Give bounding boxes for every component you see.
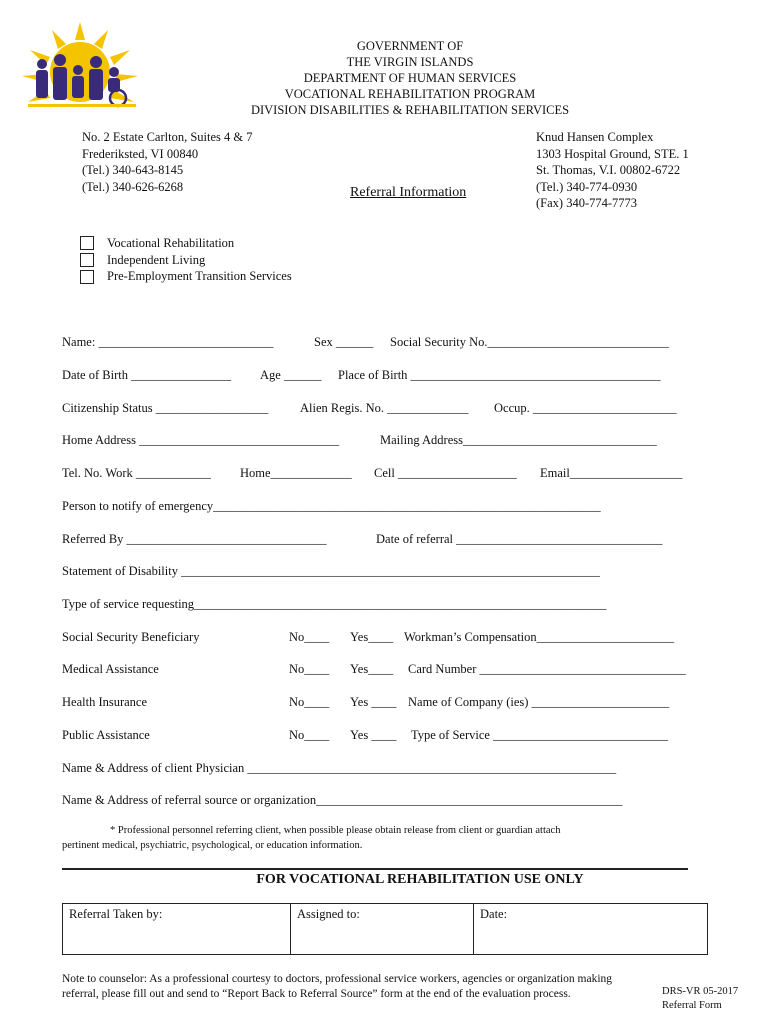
- emergency-contact-field[interactable]: Person to notify of emergency______________________________________________________________: [62, 499, 601, 513]
- address-line: (Fax) 340-774-7773: [536, 196, 638, 210]
- counselor-note-line: Note to counselor: As a professional courtesy to doctors, professional service workers, agencies or organization making: [62, 973, 613, 985]
- service-requested-field[interactable]: Type of service requesting__________________________________________________________________: [62, 597, 607, 611]
- vocational-rehab-checkbox[interactable]: [80, 236, 94, 250]
- address-line: Knud Hansen Complex: [536, 130, 654, 144]
- place-of-birth-field[interactable]: Place of Birth ________________________________________: [338, 368, 661, 382]
- benefit-detail-field[interactable]: Type of Service ____________________________: [411, 728, 669, 742]
- office-use-table: [62, 903, 708, 955]
- home-address-field[interactable]: Home Address ________________________________: [62, 433, 340, 447]
- note-line: * Professional personnel referring client, when possible please obtain release from client or guardian attach: [110, 825, 561, 836]
- date-of-referral-field[interactable]: Date of referral _________________________________: [376, 532, 663, 546]
- section-divider: [62, 868, 688, 870]
- age-field[interactable]: Age ______: [260, 368, 322, 382]
- benefit-no-field[interactable]: No____: [289, 695, 330, 709]
- benefit-no-field[interactable]: No____: [289, 662, 330, 676]
- program-label: Pre-Employment Transition Services: [107, 269, 292, 283]
- agency-header: [0, 38, 770, 118]
- referred-by-field[interactable]: Referred By ________________________________: [62, 532, 327, 546]
- referral-taken-by-cell[interactable]: Referral Taken by:: [63, 904, 291, 955]
- st-croix-address: [82, 129, 252, 195]
- program-label: Vocational Rehabilitation: [107, 236, 235, 250]
- header-line-1: GOVERNMENT OF: [356, 39, 464, 53]
- email-field[interactable]: Email__________________: [540, 466, 683, 480]
- occupation-field[interactable]: Occup. _______________________: [494, 401, 677, 415]
- note-line: pertinent medical, psychiatric, psychological, or education information.: [62, 840, 363, 851]
- referral-source-field[interactable]: Name & Address of referral source or organization_________________________________________________: [62, 793, 623, 807]
- benefit-yes-field[interactable]: Yes____: [350, 630, 394, 644]
- benefit-no-field[interactable]: No____: [289, 728, 330, 742]
- mailing-address-field[interactable]: Mailing Address_______________________________: [380, 433, 657, 447]
- benefit-label: Medical Assistance: [62, 662, 159, 676]
- pre-employment-checkbox[interactable]: [80, 270, 94, 284]
- header-line-5: DIVISION DISABILITIES & REHABILITATION SERVICES: [250, 103, 570, 117]
- benefit-detail-field[interactable]: Workman’s Compensation______________________: [404, 630, 675, 644]
- benefit-yes-field[interactable]: Yes ____: [350, 728, 397, 742]
- assigned-to-cell[interactable]: Assigned to:: [291, 904, 474, 955]
- form-id: [662, 985, 738, 1013]
- counselor-note-line: referral, please fill out and send to “Report Back to Referral Source” form at the end of the evaluation process.: [62, 988, 571, 1000]
- benefit-detail-field[interactable]: Name of Company (ies) ______________________: [408, 695, 670, 709]
- cell-phone-field[interactable]: Cell ___________________: [374, 466, 517, 480]
- benefit-yes-field[interactable]: Yes ____: [350, 695, 397, 709]
- header-line-3: DEPARTMENT OF HUMAN SERVICES: [303, 71, 517, 85]
- benefit-label: Social Security Beneficiary: [62, 630, 200, 644]
- dob-field[interactable]: Date of Birth ________________: [62, 368, 232, 382]
- date-cell[interactable]: Date:: [474, 904, 708, 955]
- header-line-2: THE VIRGIN ISLANDS: [346, 55, 474, 69]
- ssn-field[interactable]: Social Security No._____________________________: [390, 335, 669, 349]
- work-phone-field[interactable]: Tel. No. Work ____________: [62, 466, 211, 480]
- address-line: No. 2 Estate Carlton, Suites 4 & 7: [82, 130, 253, 144]
- form-name: Referral Form: [662, 1000, 722, 1011]
- benefit-no-field[interactable]: No____: [289, 630, 330, 644]
- office-use-title: FOR VOCATIONAL REHABILITATION USE ONLY: [256, 872, 584, 887]
- home-phone-field[interactable]: Home_____________: [240, 466, 352, 480]
- name-field[interactable]: Name: ____________________________: [62, 335, 274, 349]
- form-number: DRS-VR 05-2017: [662, 986, 739, 997]
- referral-info-title: Referral Information: [350, 185, 467, 200]
- address-line: Frederiksted, VI 00840: [82, 146, 199, 161]
- independent-living-checkbox[interactable]: [80, 253, 94, 267]
- benefit-yes-field[interactable]: Yes____: [350, 662, 394, 676]
- address-line: St. Thomas, V.I. 00802-6722: [536, 163, 681, 177]
- disability-statement-field[interactable]: Statement of Disability ___________________________________________________________________: [62, 564, 600, 578]
- citizenship-field[interactable]: Citizenship Status __________________: [62, 401, 269, 415]
- sex-field[interactable]: Sex ______: [314, 335, 374, 349]
- alien-regis-field[interactable]: Alien Regis. No. _____________: [300, 401, 469, 415]
- benefit-label: Public Assistance: [62, 728, 150, 742]
- address-line: (Tel.) 340-626-6268: [82, 179, 184, 194]
- program-label: Independent Living: [107, 253, 206, 267]
- benefit-label: Health Insurance: [62, 695, 148, 709]
- release-note: [62, 823, 560, 853]
- benefit-detail-field[interactable]: Card Number _________________________________: [408, 662, 686, 676]
- address-line: 1303 Hospital Ground, STE. 1: [536, 146, 689, 161]
- address-line: (Tel.) 340-774-0930: [536, 179, 638, 194]
- header-line-4: VOCATIONAL REHABILITATION PROGRAM: [284, 87, 536, 101]
- address-line: (Tel.) 340-643-8145: [82, 163, 184, 177]
- st-thomas-address: [536, 129, 689, 212]
- counselor-note: [62, 972, 612, 1002]
- physician-field[interactable]: Name & Address of client Physician ___________________________________________________________: [62, 761, 617, 775]
